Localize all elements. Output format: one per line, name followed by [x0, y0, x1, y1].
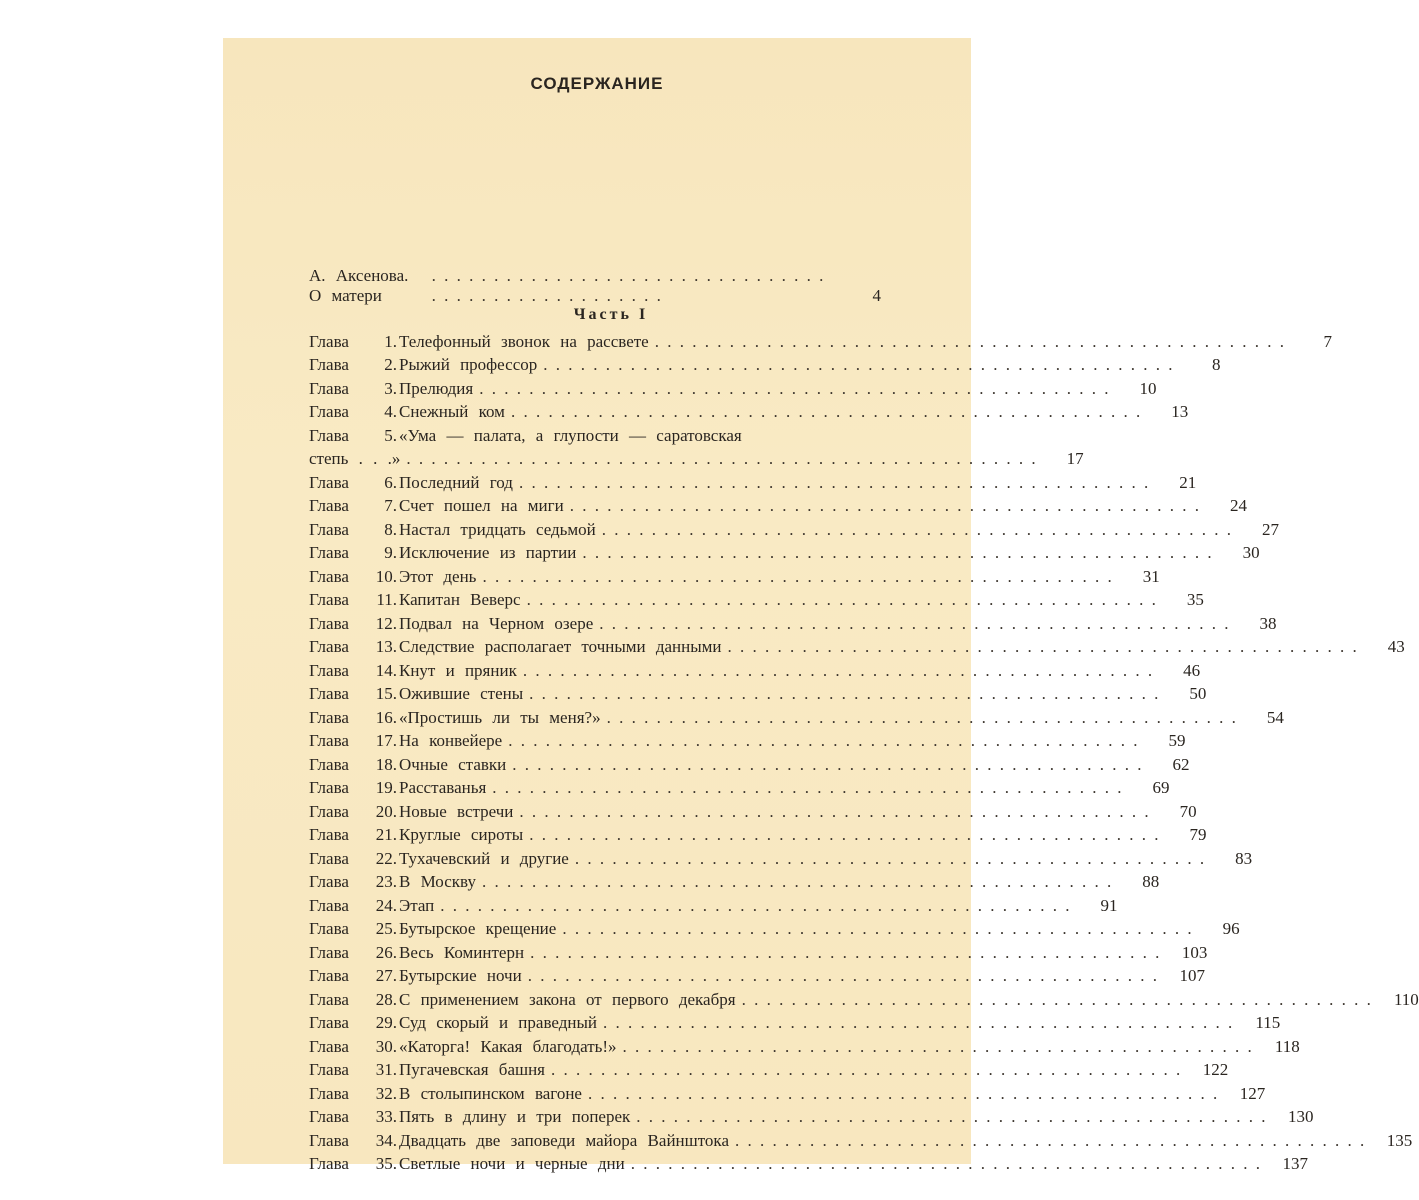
chapter-page: 17: [1066, 449, 1084, 469]
chapter-page: 50: [1189, 684, 1207, 704]
chapter-number: 11.: [376, 590, 397, 610]
leader-dots: [569, 849, 1206, 869]
chapter-word: Глава: [309, 801, 349, 821]
chapter-number: 31.: [375, 1060, 397, 1080]
chapter-title: Бутырские ночи: [399, 966, 522, 986]
chapter-word: Глава: [309, 848, 349, 868]
chapter-page: 43: [1387, 637, 1405, 657]
chapter-number: 34.: [375, 1130, 397, 1150]
toc-entry: [309, 871, 1160, 895]
chapter-number: 6.: [384, 472, 397, 492]
chapter-label: [309, 1131, 399, 1151]
leader-dots: [522, 966, 1159, 986]
chapter-page: 69: [1152, 778, 1170, 798]
chapter-page: 130: [1288, 1107, 1314, 1127]
chapter-word: Глава: [309, 895, 349, 915]
chapter-title: Ожившие стены: [399, 684, 524, 704]
chapter-number: 27.: [375, 966, 397, 986]
chapter-number: 7.: [384, 496, 397, 516]
chapter-number: 3.: [384, 378, 397, 398]
leader-dots: [505, 402, 1142, 422]
chapter-label: [309, 1037, 399, 1057]
chapter-title: «Ума — палата, а глупости — саратовская: [399, 425, 742, 445]
chapter-page: 30: [1242, 543, 1260, 563]
leader-dots: [596, 520, 1233, 540]
chapter-label: [309, 1013, 399, 1033]
chapter-number: 16.: [375, 707, 397, 727]
leader-dots: [537, 355, 1174, 375]
chapter-page: 21: [1179, 472, 1197, 492]
toc-entry: [309, 753, 1190, 777]
chapter-word: Глава: [309, 472, 349, 492]
chapter-number: 10.: [375, 566, 397, 586]
intro-entry: [309, 266, 881, 306]
leader-dots: [597, 1013, 1234, 1033]
chapter-label: [309, 684, 399, 704]
chapter-title: Рыжий профессор: [399, 355, 538, 375]
chapter-word: Глава: [309, 613, 349, 633]
chapter-word: Глава: [309, 402, 349, 422]
intro-page: 4: [872, 286, 881, 305]
chapter-label: [309, 1154, 399, 1174]
chapter-title: «Простишь ли ты меня?»: [399, 707, 601, 727]
toc-entry: [309, 565, 1160, 589]
chapter-title: «Каторга! Какая благодать!»: [399, 1036, 617, 1056]
chapter-number: 17.: [375, 731, 397, 751]
chapter-number: 21.: [375, 825, 397, 845]
chapter-title: Исключение из партии: [399, 543, 577, 563]
chapter-label: [309, 355, 399, 375]
chapter-label: [309, 614, 399, 634]
chapter-title: Суд скорый и праведный: [399, 1013, 597, 1033]
leader-dots: [426, 266, 835, 306]
chapter-page: 31: [1142, 566, 1160, 586]
toc-entry: [309, 706, 1284, 730]
chapter-label: [309, 896, 399, 916]
chapter-word: Глава: [309, 378, 349, 398]
chapter-label: [309, 661, 399, 681]
chapter-label: [309, 520, 399, 540]
chapter-page: 103: [1181, 942, 1208, 962]
toc-entry-continuation: [309, 448, 1084, 472]
chapter-number: 23.: [375, 872, 397, 892]
chapter-page: 96: [1222, 919, 1240, 939]
toc-entry: [309, 918, 1240, 942]
toc-entry: [309, 589, 1204, 613]
chapter-number: 2.: [384, 355, 397, 375]
toc-entry: [309, 965, 1205, 989]
chapter-label: [309, 919, 399, 939]
leader-dots: [502, 731, 1139, 751]
leader-dots: [473, 379, 1110, 399]
toc-entry: [309, 518, 1280, 542]
chapter-label: [309, 567, 399, 587]
chapter-label: [309, 990, 399, 1010]
chapter-label: [309, 426, 399, 446]
chapter-word: Глава: [309, 590, 349, 610]
leader-dots: [617, 1037, 1254, 1057]
chapter-page: 135: [1386, 1130, 1413, 1150]
chapter-title: Настал тридцать седьмой: [399, 519, 596, 539]
leader-dots: [545, 1060, 1182, 1080]
chapter-title: В Москву: [399, 872, 476, 892]
chapter-label: [309, 590, 399, 610]
chapter-title: Бутырское крещение: [399, 919, 557, 939]
leader-dots: [400, 449, 1037, 469]
toc-entry: [309, 988, 1419, 1012]
chapter-word: Глава: [309, 989, 349, 1009]
leader-dots: [517, 661, 1154, 681]
chapter-number: 20.: [375, 801, 397, 821]
toc-entry: [309, 612, 1277, 636]
chapter-number: 30.: [375, 1036, 397, 1056]
leader-dots: [434, 896, 1071, 916]
chapter-label: [309, 402, 399, 422]
leader-dots: [564, 496, 1201, 516]
chapter-label: [309, 731, 399, 751]
chapter-page: 62: [1172, 754, 1190, 774]
chapter-number: 12.: [375, 613, 397, 633]
chapter-page: 24: [1229, 496, 1247, 516]
chapter-page: 83: [1235, 848, 1253, 868]
toc-entry: [309, 1082, 1266, 1106]
chapter-label: [309, 802, 399, 822]
chapter-title: Этот день: [399, 566, 477, 586]
chapter-page: 118: [1274, 1036, 1300, 1056]
chapter-word: Глава: [309, 1130, 349, 1150]
leader-dots: [582, 1084, 1219, 1104]
leader-dots: [476, 872, 1113, 892]
chapter-title: С применением закона от первого декабря: [399, 989, 736, 1009]
chapter-page: 122: [1202, 1060, 1229, 1080]
chapter-title: Капитан Веверс: [399, 590, 521, 610]
leader-dots: [556, 919, 1193, 939]
chapter-word: Глава: [309, 660, 349, 680]
chapter-title: Счет пошел на миги: [399, 496, 564, 516]
chapter-word: Глава: [309, 684, 349, 704]
chapter-label: [309, 966, 399, 986]
chapter-number: 26.: [375, 942, 397, 962]
chapter-page: 8: [1212, 355, 1221, 375]
chapter-word: Глава: [309, 1060, 349, 1080]
toc-entry: [309, 377, 1157, 401]
table-of-contents: [309, 330, 1419, 1176]
toc-entry: [309, 1035, 1300, 1059]
chapter-number: 4.: [384, 402, 397, 422]
toc-entry: [309, 1129, 1413, 1153]
toc-entry: [309, 330, 1332, 354]
chapter-word: Глава: [309, 754, 349, 774]
chapter-word: Глава: [309, 707, 349, 727]
toc-entry: [309, 636, 1405, 660]
chapter-label: [309, 872, 399, 892]
chapter-number: 29.: [375, 1013, 397, 1033]
chapter-word: Глава: [309, 919, 349, 939]
chapter-title: Снежный ком: [399, 402, 505, 422]
chapter-title: Последний год: [399, 472, 513, 492]
leader-dots: [506, 755, 1143, 775]
leader-dots: [630, 1107, 1267, 1127]
chapter-number: 33.: [375, 1107, 397, 1127]
chapter-page: 54: [1266, 707, 1284, 727]
chapter-title: Весь Коминтерн: [399, 942, 525, 962]
chapter-page: 79: [1189, 825, 1207, 845]
chapter-number: 15.: [375, 684, 397, 704]
chapter-word: Глава: [309, 1036, 349, 1056]
leader-dots: [601, 708, 1238, 728]
chapter-word: Глава: [309, 942, 349, 962]
chapter-number: 32.: [375, 1083, 397, 1103]
chapter-label: [309, 708, 399, 728]
chapter-word: Глава: [309, 731, 349, 751]
toc-entry: [309, 471, 1197, 495]
toc-entry: [309, 1059, 1229, 1083]
toc-entry: [309, 683, 1207, 707]
chapter-word: Глава: [309, 566, 349, 586]
chapter-label: [309, 543, 399, 563]
chapter-page: 27: [1262, 519, 1280, 539]
leader-dots: [729, 1131, 1366, 1151]
chapter-number: 25.: [375, 919, 397, 939]
chapter-number: 22.: [375, 848, 397, 868]
chapter-number: 19.: [375, 778, 397, 798]
leader-dots: [722, 637, 1359, 657]
leader-dots: [523, 825, 1160, 845]
chapter-number: 14.: [375, 660, 397, 680]
chapter-title: Этап: [399, 895, 435, 915]
chapter-title: Новые встречи: [399, 801, 514, 821]
leader-dots: [736, 990, 1373, 1010]
chapter-title: Следствие располагает точными данными: [399, 637, 722, 657]
chapter-word: Глава: [309, 331, 349, 351]
leader-dots: [524, 943, 1161, 963]
chapter-title: Круглые сироты: [399, 825, 524, 845]
chapter-word: Глава: [309, 966, 349, 986]
part-title: Часть I: [573, 306, 649, 323]
chapter-number: 24.: [375, 895, 397, 915]
toc-entry: [309, 1153, 1308, 1177]
chapter-page: 115: [1255, 1013, 1281, 1033]
leader-dots: [513, 802, 1150, 822]
chapter-word: Глава: [309, 1083, 349, 1103]
chapter-label: [309, 849, 399, 869]
chapter-label: [309, 943, 399, 963]
toc-entry: [309, 800, 1197, 824]
chapter-label: [309, 637, 399, 657]
intro-text: А. Аксенова. О матери: [309, 266, 409, 305]
chapter-word: Глава: [309, 778, 349, 798]
leader-dots: [593, 614, 1230, 634]
leader-dots: [649, 332, 1286, 352]
toc-entry: [309, 401, 1189, 425]
toc-entry: [309, 824, 1207, 848]
chapter-page: 10: [1139, 378, 1157, 398]
chapter-title: Тухачевский и другие: [399, 848, 569, 868]
chapter-word: Глава: [309, 543, 349, 563]
toc-entry: [309, 894, 1118, 918]
chapter-label: [309, 778, 399, 798]
leader-dots: [476, 567, 1113, 587]
chapter-word: Глава: [309, 425, 349, 445]
toc-entry: [309, 542, 1260, 566]
chapter-page: 110: [1393, 989, 1419, 1009]
chapter-word: Глава: [309, 1013, 349, 1033]
chapter-label: [309, 332, 399, 352]
chapter-number: 1.: [384, 331, 397, 351]
chapter-title: Очные ставки: [399, 754, 507, 774]
leader-dots: [486, 778, 1123, 798]
chapter-page: 38: [1259, 613, 1277, 633]
leader-dots: [576, 543, 1213, 563]
leader-dots: [513, 473, 1150, 493]
chapter-word: Глава: [309, 496, 349, 516]
chapter-word: Глава: [309, 1154, 349, 1174]
chapter-number: 18.: [375, 754, 397, 774]
leader-dots: [521, 590, 1158, 610]
chapter-page: 13: [1171, 402, 1189, 422]
chapter-number: 5.: [384, 425, 397, 445]
toc-entry: [309, 941, 1208, 965]
book-page: [223, 38, 1419, 1174]
chapter-label: [309, 755, 399, 775]
toc-entry: [309, 495, 1247, 519]
chapter-word: Глава: [309, 519, 349, 539]
chapter-page: 127: [1239, 1083, 1266, 1103]
chapter-number: 28.: [375, 989, 397, 1009]
chapter-number: 9.: [384, 543, 397, 563]
chapter-number: 35.: [375, 1154, 397, 1174]
chapter-title: Прелюдия: [399, 378, 474, 398]
chapter-title-continuation: степь . . .»: [309, 449, 401, 469]
chapter-page: 137: [1282, 1154, 1308, 1174]
chapter-title: Светлые ночи и черные дни: [399, 1154, 625, 1174]
chapter-word: Глава: [309, 355, 349, 375]
chapter-label: [309, 1107, 399, 1127]
toc-entry: [309, 730, 1186, 754]
chapter-label: [309, 825, 399, 845]
chapter-page: 46: [1183, 660, 1201, 680]
chapter-label: [309, 1084, 399, 1104]
chapter-title: Телефонный звонок на рассвете: [399, 331, 649, 351]
toc-entry: [309, 354, 1221, 378]
chapter-word: Глава: [309, 825, 349, 845]
chapter-title: Расставанья: [399, 778, 487, 798]
chapter-page: 70: [1179, 801, 1197, 821]
chapter-title: Кнут и пряник: [399, 660, 517, 680]
chapter-title: В столыпинском вагоне: [399, 1083, 582, 1103]
chapter-word: Глава: [309, 872, 349, 892]
chapter-word: Глава: [309, 637, 349, 657]
leader-dots: [523, 684, 1160, 704]
page-title: СОДЕРЖАНИЕ: [530, 74, 664, 93]
leader-dots: [625, 1154, 1262, 1174]
chapter-label: [309, 379, 399, 399]
chapter-page: 59: [1168, 731, 1186, 751]
toc-entry: [309, 777, 1170, 801]
toc-entry: [309, 1012, 1281, 1036]
chapter-label: [309, 496, 399, 516]
chapter-title: На конвейере: [399, 731, 503, 751]
chapter-title: Двадцать две заповеди майора Вайнштока: [399, 1130, 729, 1150]
chapter-label: [309, 473, 399, 493]
toc-entry: [309, 1106, 1314, 1130]
toc-entry: [309, 659, 1201, 683]
chapter-number: 8.: [384, 519, 397, 539]
chapter-page: 7: [1323, 331, 1332, 351]
chapter-page: 107: [1179, 966, 1205, 986]
chapter-page: 88: [1142, 872, 1160, 892]
chapter-title: Пугачевская башня: [399, 1060, 546, 1080]
chapter-title: Пять в длину и три поперек: [399, 1107, 631, 1127]
chapter-title: Подвал на Черном озере: [399, 613, 594, 633]
chapter-number: 13.: [375, 637, 397, 657]
chapter-label: [309, 1060, 399, 1080]
toc-entry: [309, 847, 1253, 871]
toc-entry: [309, 424, 881, 448]
chapter-word: Глава: [309, 1107, 349, 1127]
chapter-page: 35: [1186, 590, 1204, 610]
chapter-page: 91: [1100, 895, 1118, 915]
